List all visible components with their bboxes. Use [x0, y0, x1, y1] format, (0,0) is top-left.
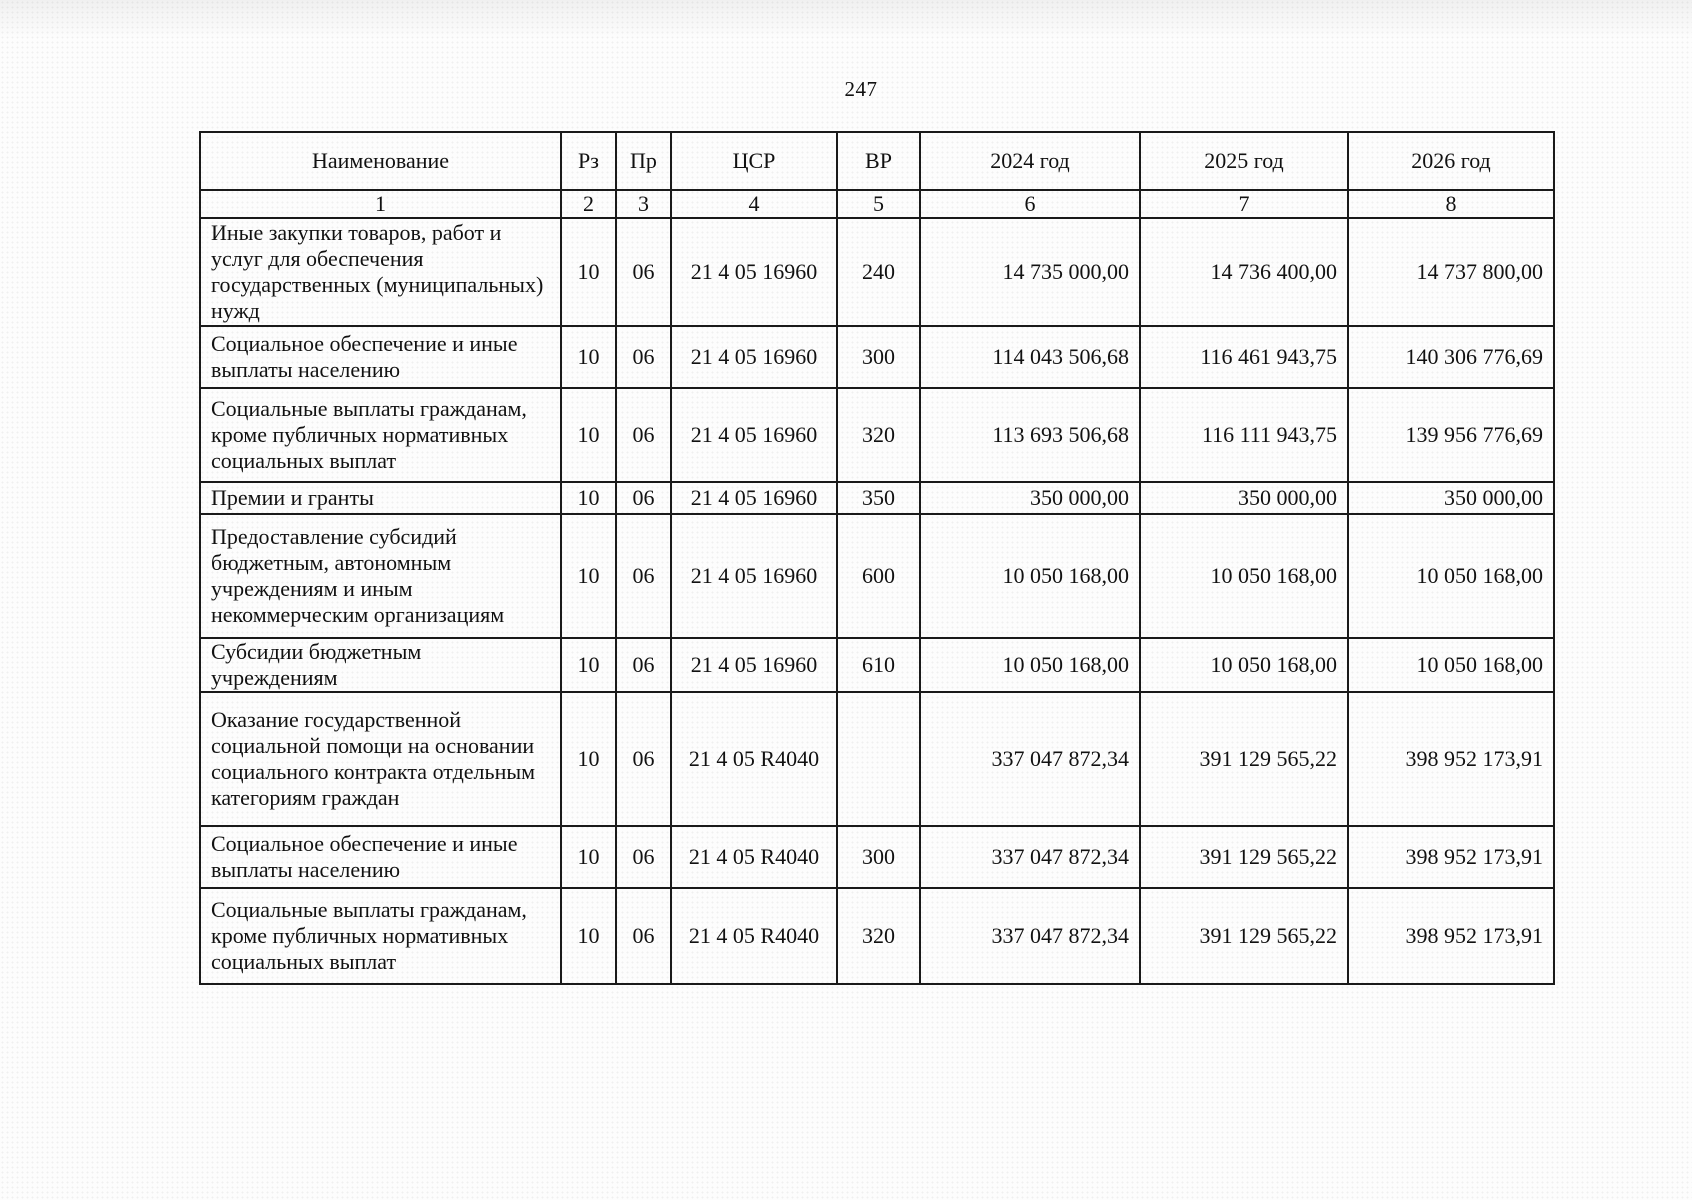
row-pr: 06: [616, 326, 671, 388]
row-csr: 21 4 05 16960: [671, 218, 837, 326]
column-number: 8: [1348, 190, 1554, 218]
column-number: 6: [920, 190, 1140, 218]
table-row: [200, 888, 1554, 984]
row-csr: 21 4 05 R4040: [671, 826, 837, 888]
row-2025: 350 000,00: [1140, 482, 1348, 514]
row-rz: 10: [561, 514, 616, 638]
row-2024: 337 047 872,34: [920, 692, 1140, 826]
row-2026: 139 956 776,69: [1348, 388, 1554, 482]
row-vr: 300: [837, 826, 920, 888]
header-rz: Рз: [561, 132, 616, 190]
row-pr: 06: [616, 514, 671, 638]
row-csr: 21 4 05 16960: [671, 514, 837, 638]
row-pr: 06: [616, 638, 671, 692]
row-2025: 116 461 943,75: [1140, 326, 1348, 388]
row-rz: 10: [561, 218, 616, 326]
column-number: 7: [1140, 190, 1348, 218]
column-number: 4: [671, 190, 837, 218]
header-2026: 2026 год: [1348, 132, 1554, 190]
row-2025: 391 129 565,22: [1140, 888, 1348, 984]
table-row: [200, 826, 1554, 888]
row-name: Субсидии бюджетным учреждениям: [200, 638, 561, 692]
row-2024: 113 693 506,68: [920, 388, 1140, 482]
table-row: [200, 638, 1554, 692]
header-name: Наименование: [200, 132, 561, 190]
row-vr: 320: [837, 888, 920, 984]
row-csr: 21 4 05 16960: [671, 482, 837, 514]
header-csr: ЦСР: [671, 132, 837, 190]
row-2024: 337 047 872,34: [920, 826, 1140, 888]
row-2025: 10 050 168,00: [1140, 638, 1348, 692]
row-vr: 300: [837, 326, 920, 388]
row-name: Социальные выплаты гражданам, кроме публичных нормативных социальных выплат: [200, 388, 561, 482]
row-vr: 240: [837, 218, 920, 326]
row-rz: 10: [561, 692, 616, 826]
row-name: Социальное обеспечение и иные выплаты населению: [200, 326, 561, 388]
row-csr: 21 4 05 R4040: [671, 888, 837, 984]
row-vr: 610: [837, 638, 920, 692]
row-vr: 600: [837, 514, 920, 638]
row-pr: 06: [616, 888, 671, 984]
column-number-row: [200, 190, 1554, 218]
row-2026: 398 952 173,91: [1348, 692, 1554, 826]
row-rz: 10: [561, 826, 616, 888]
row-vr: [837, 692, 920, 826]
column-number: 5: [837, 190, 920, 218]
row-rz: 10: [561, 638, 616, 692]
row-csr: 21 4 05 16960: [671, 326, 837, 388]
header-vr: ВР: [837, 132, 920, 190]
row-2026: 398 952 173,91: [1348, 826, 1554, 888]
row-pr: 06: [616, 388, 671, 482]
row-2026: 140 306 776,69: [1348, 326, 1554, 388]
row-csr: 21 4 05 R4040: [671, 692, 837, 826]
header-2024: 2024 год: [920, 132, 1140, 190]
row-2024: 14 735 000,00: [920, 218, 1140, 326]
row-2025: 391 129 565,22: [1140, 826, 1348, 888]
row-2025: 391 129 565,22: [1140, 692, 1348, 826]
row-2024: 337 047 872,34: [920, 888, 1140, 984]
row-rz: 10: [561, 388, 616, 482]
header-2025: 2025 год: [1140, 132, 1348, 190]
page-number: 247: [844, 77, 878, 101]
table-row: [200, 388, 1554, 482]
row-csr: 21 4 05 16960: [671, 388, 837, 482]
row-2025: 10 050 168,00: [1140, 514, 1348, 638]
column-number: 1: [200, 190, 561, 218]
budget-table: [199, 131, 1555, 985]
table-row: [200, 326, 1554, 388]
row-pr: 06: [616, 482, 671, 514]
scan-shadow: [0, 0, 1692, 40]
row-2024: 10 050 168,00: [920, 638, 1140, 692]
row-name: Премии и гранты: [200, 482, 561, 514]
row-pr: 06: [616, 692, 671, 826]
row-2026: 350 000,00: [1348, 482, 1554, 514]
row-name: Социальные выплаты гражданам, кроме публичных нормативных социальных выплат: [200, 888, 561, 984]
row-pr: 06: [616, 826, 671, 888]
row-rz: 10: [561, 482, 616, 514]
column-number: 2: [561, 190, 616, 218]
table-row: [200, 514, 1554, 638]
header-row: [200, 132, 1554, 190]
row-vr: 320: [837, 388, 920, 482]
header-pr: Пр: [616, 132, 671, 190]
row-2026: 398 952 173,91: [1348, 888, 1554, 984]
row-csr: 21 4 05 16960: [671, 638, 837, 692]
row-pr: 06: [616, 218, 671, 326]
row-name: Иные закупки товаров, работ и услуг для обеспечения государственных (муниципальных) нужд: [200, 218, 561, 326]
row-2026: 14 737 800,00: [1348, 218, 1554, 326]
table-row: [200, 482, 1554, 514]
row-2024: 114 043 506,68: [920, 326, 1140, 388]
table-row: [200, 218, 1554, 326]
row-rz: 10: [561, 326, 616, 388]
row-vr: 350: [837, 482, 920, 514]
row-rz: 10: [561, 888, 616, 984]
row-name: Предоставление субсидий бюджетным, автономным учреждениям и иным некоммерческим организациям: [200, 514, 561, 638]
row-2024: 350 000,00: [920, 482, 1140, 514]
row-2025: 14 736 400,00: [1140, 218, 1348, 326]
row-2026: 10 050 168,00: [1348, 638, 1554, 692]
row-2024: 10 050 168,00: [920, 514, 1140, 638]
row-name: Оказание государственной социальной помощи на основании социального контракта отдельным категориям граждан: [200, 692, 561, 826]
row-name: Социальное обеспечение и иные выплаты населению: [200, 826, 561, 888]
row-2025: 116 111 943,75: [1140, 388, 1348, 482]
column-number: 3: [616, 190, 671, 218]
row-2026: 10 050 168,00: [1348, 514, 1554, 638]
table-row: [200, 692, 1554, 826]
